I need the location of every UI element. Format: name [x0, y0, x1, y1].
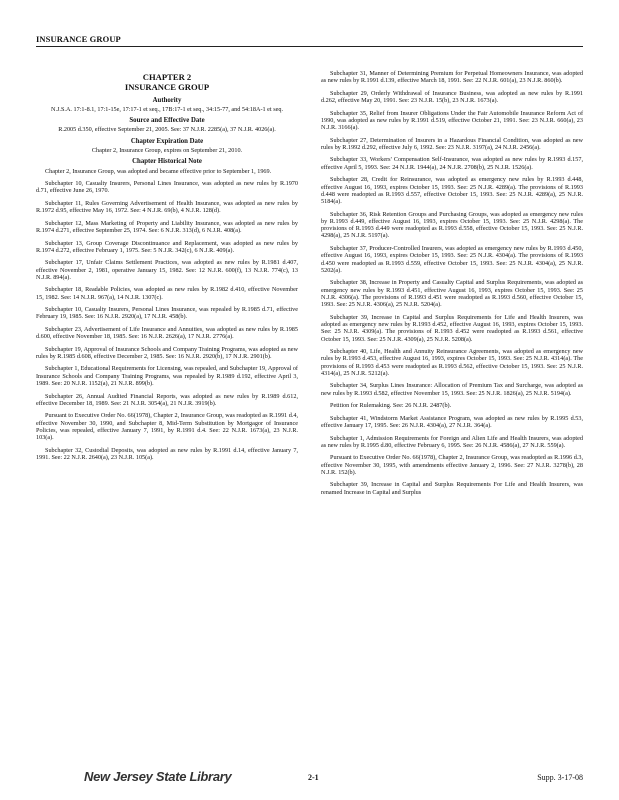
history-note: Subchapter 37, Producer-Controlled Insurers, was adopted as emergency new rules by R.1993 d.450, effective August 16, 1993, expires October 15, 1993. See: 25 N.J.R. 4304(a). The provisions of R.1993 d.450 were readopted as R.1993 d.559, effective October 15, 1993. See: 25 N.J.R. 4304(a), 25 N.J.R. 5202(a).: [321, 244, 583, 274]
right-column: [321, 70, 583, 501]
history-note: Subchapter 19, Approval of Insurance Schools and Company Training Programs, was adopted as new rules by R.1985 d.608, effective December 2, 1985. See: 16 N.J.R. 2920(b), 17 N.J.R. 2901(b).: [36, 345, 298, 360]
history-note: Subchapter 31, Manner of Determining Premium for Perpetual Homeowners Insurance, was adopted as new rules by R.1991 d.139, effective March 18, 1991. See: 22 N.J.R. 601(a), 23 N.J.R. 860(b).: [321, 70, 583, 85]
source-text: R.2005 d.350, effective September 21, 2005. See: 37 N.J.R. 2285(a), 37 N.J.R. 4026(a).: [58, 126, 276, 134]
history-note: Subchapter 11, Rules Governing Advertisement of Health Insurance, was adopted as new rules by R.1972 d.95, effective May 16, 1972. See: 4 N.J.R. 69(b), 4 N.J.R. 128(d).: [36, 199, 298, 215]
left-column: [36, 70, 298, 467]
expiration-text: Chapter 2, Insurance Group, expires on September 21, 2010.: [91, 147, 243, 155]
history-note: Chapter 2, Insurance Group, was adopted and became effective prior to September 1, 1969.: [45, 167, 272, 175]
chapter-title: INSURANCE GROUP: [124, 82, 210, 93]
history-note: Subchapter 38, Increase in Property and Casualty Capital and Surplus Requirements, was adopted as emergency new rules by R.1993 d.451, effective August 16, 1993, expires October 15, 1993. See: 25 N.J.R. 4306(a). The provisions of R.1993 d.451 were readopted as R.1993 d.560, effective October 15, 1993. See: 25 N.J.R. 4306(a), 25 N.J.R. 5204(a).: [321, 279, 583, 309]
history-note: Subchapter 1, Educational Requirements for Licensing, was repealed, and Subchapter 19, Approval of Insurance Schools and Company Training Programs, was repealed by R.1989 d.192, effective April 3, 1989. See: 20 N.J.R. 1152(a), 21 N.J.R. 899(b).: [36, 365, 298, 388]
history-note: Subchapter 39, Increase in Capital and Surplus Requirements For Life and Health Insurers, was renamed Increase in Capital and Surplus: [321, 481, 583, 496]
history-note: Subchapter 29, Orderly Withdrawal of Insurance Business, was adopted as new rules by R.1991 d.262, effective May 20, 1991. See: 23 N.J.R. 15(b), 23 N.J.R. 1673(a).: [321, 89, 583, 105]
history-note: Subchapter 26, Annual Audited Financial Reports, was adopted as new rules by R.1989 d.612, effective December 18, 1989. See: 21 N.J.R. 3054(a), 21 N.J.R. 3919(b).: [36, 392, 298, 407]
expiration-heading: Chapter Expiration Date: [130, 137, 204, 145]
history-note: Pursuant to Executive Order No. 66(1978), Chapter 2, Insurance Group, was readopted as R.1996 d.3, effective November 30, 1995, with amendments effective January 2, 1996. See: 27 N.J.R. 3278(b), 28 N.J.R. 152(b).: [321, 454, 583, 476]
authority-heading: Authority: [152, 96, 182, 104]
right-history-notes: [321, 70, 583, 496]
history-note: Subchapter 1, Admission Requirements for Foreign and Alien Life and Health Insurers, was adopted as new rules by R.1995 d.80, effective February 6, 1995. See: 26 N.J.R. 4586(a), 27 N.J.R. 559(a).: [321, 434, 583, 449]
chapter-number: CHAPTER 2: [142, 72, 192, 82]
page-number: 2-1: [308, 773, 319, 782]
running-header: INSURANCE GROUP: [36, 34, 121, 44]
left-history-notes: [36, 168, 298, 462]
page-footer: [36, 766, 583, 784]
history-note: Subchapter 28, Credit for Reinsurance, was adopted as emergency new rules by R.1993 d.448, effective August 16, 1993, expires October 15, 1993. See: 25 N.J.R. 4289(a). The provisions of R.1993 d.448 were readopted as R.1993 d.557, effective October 15, 1993. See: 25 N.J.R. 4289(a), 25 N.J.R. 5184(a).: [321, 176, 583, 206]
history-note: Subchapter 23, Advertisement of Life Insurance and Annuities, was adopted as new rules by R.1985 d.600, effective November 18, 1985. See: 16 N.J.R. 2626(a), 17 N.J.R. 2776(a).: [36, 325, 298, 341]
authority-text: N.J.S.A. 17:1-8.1, 17:1-15e, 17:17-1 et seq., 17B:17-1 et seq., 34:15-77, and 54:18A-1 et seq.: [50, 105, 283, 113]
history-note: Petition for Rulemaking. See: 26 N.J.R. 2487(b).: [330, 402, 452, 410]
library-watermark: New Jersey State Library: [84, 769, 232, 784]
history-note: Subchapter 33, Workers' Compensation Self-Insurance, was adopted as new rules by R.1993 d.157, effective April 5, 1993. See: 24 N.J.R. 1944(a), 24 N.J.R. 2708(b), 25 N.J.R. 1526(a).: [321, 156, 583, 171]
history-note: Pursuant to Executive Order No. 66(1978), Chapter 2, Insurance Group, was readopted as R.1991 d.4, effective November 30, 1990, and Subchapter 8, Mid-Term Substitution by Mortgagor of Insurance Policies, was repealed, effective January 7, 1991, by R.1991 d.4. See: 22 N.J.R. 1673(a), 23 N.J.R. 103(a).: [36, 412, 298, 442]
history-note: Subchapter 36, Risk Retention Groups and Purchasing Groups, was adopted as emergency new rules by R.1993 d.449, effective August 16, 1993, expires October 15, 1993. See: 25 N.J.R. 4298(a). The provisions of R.1993 d.449 were readopted as R.1993 d.558, effective October 15, 1993. See: 25 N.J.R. 4298(a), 25 N.J.R. 5197(a).: [321, 210, 583, 240]
history-note: Subchapter 40, Life, Health and Annuity Reinsurance Agreements, was adopted as emergency new rules by R.1993 d.453, effective August 16, 1993, expires October 15, 1993. See: 25 N.J.R. 4314(a). The provisions of R.1993 d.453 were readopted as R.1993 d.562, effective October 15, 1993. See: 25 N.J.R. 4314(a), 25 N.J.R. 5212(a).: [321, 348, 583, 377]
history-note: Subchapter 27, Determination of Insurers in a Hazardous Financial Condition, was adopted as new rules by R.1992 d.292, effective July 6, 1992. See: 23 N.J.R. 3197(a), 24 N.J.R. 2456(a).: [321, 136, 583, 151]
history-note: Subchapter 10, Casualty Insurers, Personal Lines Insurance, was adopted as new rules by R.1970 d.71, effective June 26, 1970.: [36, 180, 298, 195]
history-note: Subchapter 32, Custodial Deposits, was adopted as new rules by R.1991 d.14, effective January 7, 1991. See: 22 N.J.R. 2640(a), 23 N.J.R. 105(a).: [36, 446, 298, 462]
history-note: Subchapter 13, Group Coverage Discontinuance and Replacement, was adopted as new rules by R.1974 d.272, effective February 1, 1975. See: 5 N.J.R. 342(c), 6 N.J.R. 409(a).: [36, 239, 298, 254]
history-note: Subchapter 12, Mass Marketing of Property and Liability Insurance, was adopted as new rules by R.1974 d.271, effective September 25, 1974. See: 6 N.J.R. 313(d), 6 N.J.R. 408(a).: [36, 219, 298, 235]
supplement-date: Supp. 3-17-08: [537, 773, 583, 782]
history-note: Subchapter 35, Relief from Insurer Obligations Under the Fair Automobile Insurance Reform Act of 1990, was adopted as new rules by R.1991 d.519, effective October 21, 1991. See: 23 N.J.R. 660(a), 23 N.J.R. 3166(a).: [321, 109, 583, 132]
history-note: Subchapter 10, Casualty Insurers, Personal Lines Insurance, was repealed by R.1985 d.71, effective February 19, 1985. See: 16 N.J.R. 2920(a), 17 N.J.R. 458(b).: [36, 306, 298, 321]
history-note: Subchapter 39, Increase in Capital and Surplus Requirements for Life and Health Insurers, was adopted as emergency new rules by R.1993 d.452, effective August 16, 1993, expires October 15, 1993. See: 25 N.J.R. 4309(a). The provisions of R.1993 d.452 were readopted as R.1993 d.561, effective October 15, 1993. See: 25 N.J.R. 4309(a), 25 N.J.R. 5208(a).: [321, 313, 583, 343]
history-note: Subchapter 17, Unfair Claims Settlement Practices, was adopted as new rules by R.1981 d.407, effective November 2, 1981, operative January 15, 1982. See: 12 N.J.R. 600(f), 13 N.J.R. 774(c), 13 N.J.R. 894(a).: [36, 259, 298, 281]
history-note: Subchapter 41, Windstorm Market Assistance Program, was adopted as new rules by R.1995 d.53, effective January 17, 1995. See: 26 N.J.R. 4304(a), 27 N.J.R. 364(a).: [321, 414, 583, 430]
history-heading: Chapter Historical Note: [132, 158, 202, 166]
history-note: Subchapter 34, Surplus Lines Insurance: Allocation of Premium Tax and Surcharge, was adopted as new rules by R.1993 d.582, effective November 15, 1993. See: 25 N.J.R. 1826(a), 25 N.J.R. 5194(a).: [321, 382, 583, 397]
header-rule: [36, 46, 583, 47]
source-heading: Source and Effective Date: [129, 117, 205, 125]
history-note: Subchapter 18, Readable Policies, was adopted as new rules by R.1982 d.410, effective November 15, 1982. See: 14 N.J.R. 967(a), 14 N.J.R. 1307(c).: [36, 286, 298, 301]
